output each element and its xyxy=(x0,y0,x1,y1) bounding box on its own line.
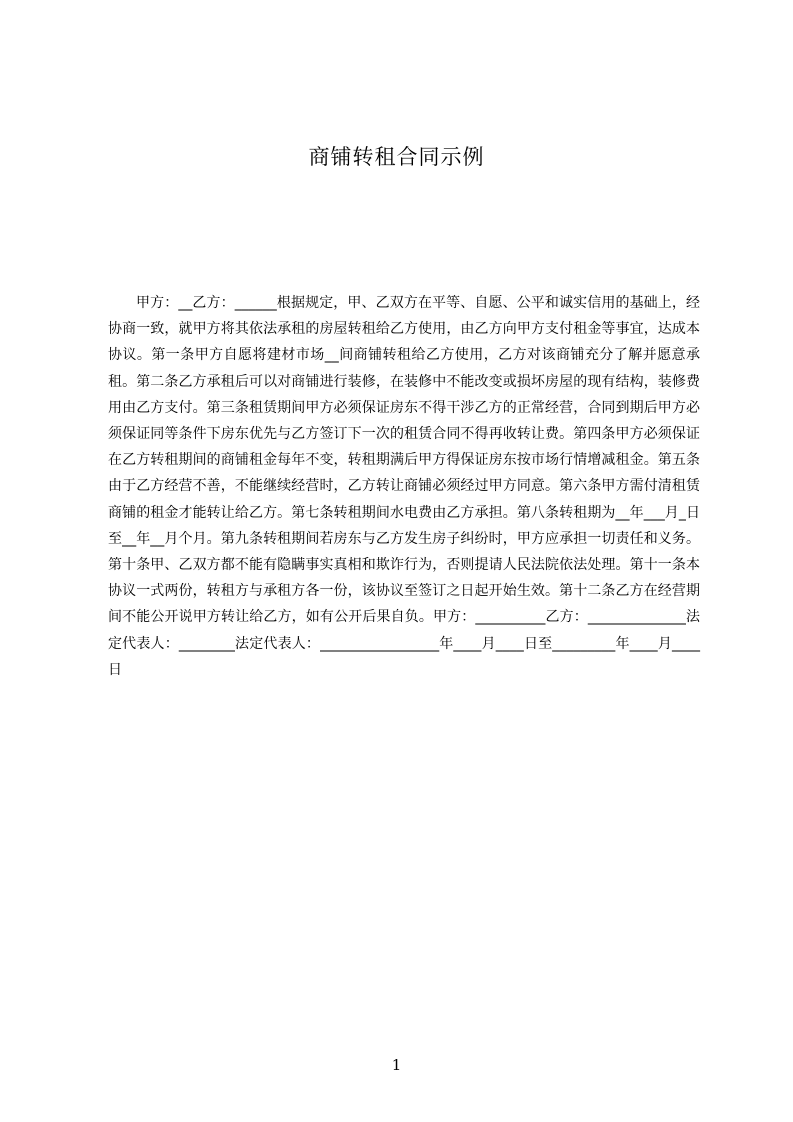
document-title: 商铺转租合同示例 xyxy=(308,145,485,169)
contract-body: 甲方：__乙方：______根据规定，甲、乙双方在平等、自愿、公平和诚实信用的基础上，经协商一致，就甲方将其依法承租的房屋转租给乙方使用，由乙方向甲方支付租金等事宜，达成本协议。第一条甲方自愿将建材市场__间商铺转租给乙方使用，乙方对该商铺充分了解并愿意承租。第二条乙方承租后可以对商铺进行装修，在装修中不能改变或损坏房屋的现有结构，装修费用由乙方支付。第三条租赁期间甲方必须保证房东不得干涉乙方的正常经营，合同到期后甲方必须保证同等条件下房东优先与乙方签订下一次的租赁合同不得再收转让费。第四条甲方必须保证在乙方转租期间的商铺租金每年不变，转租期满后甲方得保证房东按市场行情增减租金。第五条由于乙方经营不善，不能继续经营时，乙方转让商铺必须经过甲方同意。第六条甲方需付清租赁商铺的租金才能转让给乙方。第七条转租期间水电费由乙方承担。第八条转租期为__年___月_日至__年__月个月。第九条转租期间若房东与乙方发生房子纠纷时，甲方应承担一切责任和义务。第十条甲、乙双方都不能有隐瞒事实真相和欺诈行为，否则提请人民法院依法处理。第十一条本协议一式两份，转租方与承租方各一份，该协议至签订之日起开始生效。第十二条乙方在经营期间不能公开说甲方转让给乙方，如有公开后果自负。甲方：__________乙方：______________法定代表人：________法定代表人：_________________年____月____日至_________年____月____日 xyxy=(108,295,700,678)
page-number: 1 xyxy=(391,1056,402,1074)
